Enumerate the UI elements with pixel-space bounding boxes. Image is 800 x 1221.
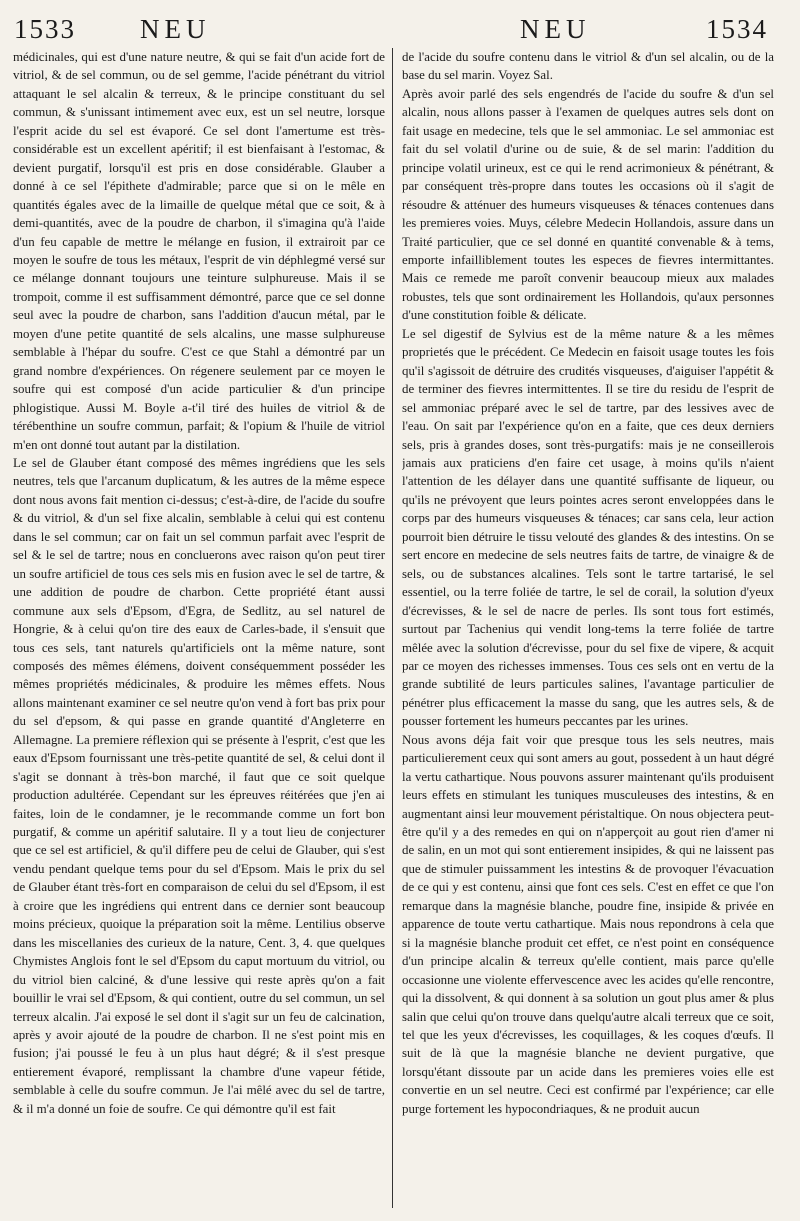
page-number-right: 1534	[706, 14, 768, 44]
page-number-left: 1533	[14, 14, 76, 44]
paragraph: Le sel digestif de Sylvius est de la même nature & a les mêmes proprietés que le précédent. Ce Medecin en faisoit usage toutes les fois qu'il s'agissoit de détruire des crudités visqueuses, d'aiguiser l'appétit & de terminer des fievres intermittentes. Il se tire du residu de l'esprit de sel ammoniac préparé avec le sel de tartre, par des lessives avec de l'eau. On sait par l'expérience qu'on en a faite, que ces deux derniers sels, pris à grandes doses, sont très-purgatifs: mais je ne conseillerois jamais aux praticiens d'en faire cet usage, à moins qu'ils n'aient l'attention de les délayer dans une quantité suffisante de liqueur, ou qu'ils ne prévoyent que leurs pointes acres seront enveloppées dans le corps par des humeurs visqueuses & ténaces; car sans cela, leur action pourroit bien détruire le tissu velouté des glandes & des intestins. On se sert encore en medecine de sels neutres faits de tartre, de vinaigre & de sels, ou de substances alcalines. Tels sont le tartre tartarisé, le sel essentiel, ou la terre foliée de tartre, le sel de corail, la solution d'yeux d'écrevisses, & le sel de nacre de perles. Ils sont tous fort estimés, surtout par Tachenius qui vendit long-tems la terre foliée de tartre mêlée avec la solution d'écrevisse, pour du sel fixe de vipere, & acquit par ce moyen des richesses immenses. Tous ces sels ont en vertu de la grande subtilité de leurs particules salines, l'avantage particulier de pénétrer plus efficacement la masse du sang, que les autres sels, & de pousser fortement les humeurs peccantes par les urines.	[402, 326, 774, 729]
catchword-left: NEU	[140, 14, 211, 44]
paragraph: Le sel de Glauber étant composé des mêmes ingrédiens que les sels neutres, tels que l'arcanum duplicatum, & les autres de la même espece dont nous avons fait mention ci-dessus; c'est-à-dire, de l'acide du soufre & du vitriol, & d'un sel fixe alcalin, semblable à celui qui est contenu dans le sel commun; car on fait un sel commun parfait avec l'esprit de sel & le sel de tartre; nous en concluerons avec raison qu'on peut tirer un soufre artificiel de tous ces sels mis en fusion avec le sel de tartre, & une addition de poudre de charbon. Cette propriété étant aussi commune aux sels d'Epsom, d'Egra, de Sedlitz, au sel naturel de Hongrie, & à celui qu'on tire des eaux de Carles-bade, il s'ensuit que tous ces sels, tant naturels qu'artificiels ont la même nature, sont composés des mêmes élémens, doivent conséquemment posséder les mêmes propriétés médicinales, & produire les mêmes effets. Nous allons maintenant examiner ce sel neutre qu'on vend à fort bas prix pour du sel d'epsom, & qui passe en grande quantité d'Angleterre en Allemagne. La premiere réflexion qui se présente à l'esprit, c'est que les eaux d'Epsom fournissant une très-petite quantité de sel, & celui dont il s'agit se donnant à très-bon marché, il faut que ce soit quelque production adultérée. Cependant sur les épreuves réitérées que j'en ai faites, loin de le condamner, je le recommande comme un fort bon purgatif, & comme un apéritif salutaire. Il y a tout lieu de conjecturer que ce sel est artificiel, & qu'il differe peu de celui de Glauber, qui s'est vendu pendant quelque tems pour du sel d'Epsom. Mais le prix du sel de Glauber étant très-fort en comparaison de celui du sel d'Epsom, il est à croire que les ingrédiens qui entrent dans ce dernier sont beaucoup moins précieux, quoique la préparation soit la même. Lentilius observe dans les miscellanies des curieux de la nature, Cent. 3, 4. que quelques Chymistes Anglois font le sel d'Epsom du caput mortuum du vitriol, ou du vitriol bien calciné, & d'une lessive qui reste après qu'on a fait bouillir le vrai sel d'Epsom, & qui contient, outre du sel commun, un sel terreux alcalin. J'ai exposé le sel dont il s'agit sur un feu de calcination, après y avoir ajouté de la poudre de charbon. Il ne s'est point mis en fusion; j'ai poussé le feu à un plus haut dégré; & il s'est presque entierement évaporé, remplissant la chambre d'une vapeur fétide, semblable à celle du soufre commun. Je l'ai mêlé avec du sel de tartre, & il m'a donné un foie de soufre. Ce qui démontre qu'il est fait	[13, 455, 385, 1116]
catchword-right: NEU	[520, 14, 591, 44]
paragraph: médicinales, qui est d'une nature neutre, & qui se fait d'un acide fort de vitriol, & de sel commun, ou de sel gemme, l'acide pénétrant du vitriol attaquant le sel alcalin & terreux, & le principe constituant du sel commun, & s'unissant intimement avec eux, est un sel neutre, lorsque l'esprit acide du sel est évaporé. Ce sel dont l'amertume est très-considérable est un excellent apéritif; il est bienfaisant à l'estomac, & devient purgatif, lorsqu'il est pris en dose considérable. Glauber a donné à ce sel l'épithete d'admirable; parce que si on le mêle en quantités égales avec de la limaille de quelque métal que ce soit, & à demi-quantités, avec de la poudre de charbon, il s'imagina qu'à l'aide d'un feu capable de mettre le mélange en fusion, il extrairoit par ce moyen le soufre de tous les métaux, l'esprit de vin déphlegmé versé sur ce mélange donnant toujours une teinture sulphureuse. Mais il se trompoit, comme il est suffisamment démontré, parce que ce sel donne seul avec la poudre de charbon, sans l'addition d'aucun métal, par le moyen d'une petite quantité de sels alcalins, une masse sulphureuse semblable à l'hépar du soufre. C'est ce que Stahl a démontré par un grand nombre d'expériences. On régenere seulement par ce moyen le soufre qui est composé d'un acide particulier & d'un principe phlogistique. Aussi M. Boyle a-t'il tiré des huiles de vitriol & de térébenthine un soufre commun, parfait; & l'opium & l'huile de vitriol m'en ont donné tout autant par la distilation.	[13, 50, 385, 452]
paragraph: de l'acide du soufre contenu dans le vitriol & d'un sel alcalin, ou de la base du sel marin. Voyez Sal.	[402, 50, 774, 83]
paragraph: Après avoir parlé des sels engendrés de l'acide du soufre & d'un sel alcalin, nous allons passer à l'examen de quelques autres sels dont on fait usage en medecine, tels que le sel ammoniac. Le sel ammoniac est fait du sel volatil d'urine ou de suie, & de sel marin: l'addition du principe volatil urineux, est ce qui le rend acrimonieux & pénétrant, & par conséquent très-propre dans toutes les occasions où il s'agit de résoudre & atténuer des humeurs visqueuses & ténaces contenues dans les premieres voies. Muys, célebre Medecin Hollandois, assure dans un Traité particulier, que ce sel donné en quantité convenable & à tems, emporte infailliblement toutes les especes de fievres intermittantes. Mais ce remede me paroît convenir beaucoup mieux aux malades robustes, tels que sont ordinairement les Hollandois, qu'aux personnes d'une constitution foible & délicate.	[402, 86, 774, 323]
running-header	[0, 8, 800, 48]
paragraph: Nous avons déja fait voir que presque tous les sels neutres, mais particulierement ceux qui sont amers au gout, possedent à un haut dégré la vertu cathartique. Nous pouvons assurer maintenant qu'ils produisent leurs effets en stimulant les tuniques musculeuses des intestins, & en augmentant ainsi leur mouvement péristaltique. On nous objectera peut-être qu'il y a des remedes en qui on n'apperçoit au gout rien d'amer ni de salin, en un mot qui sont entierement insipides, & qui ne laissent pas que de stimuler puissamment les intestins & de provoquer l'évacuation de ce qui y est contenu, ainsi que font ces sels. C'est en effet ce que l'on remarque dans la magnésie blanche, poudre fine, insipide & privée en apparence de toute vertu cathartique. Mais nous repondrons à cela que si la magnésie blanche produit cet effet, ce n'est point en conséquence d'un principe alcalin & terreux qu'elle contient, mais parce qu'elle occasionne une violente effervescence avec les acides qu'elle rencontre, qui la dissolvent, & qui donnent à sa solution un gout plus amer & plus salin que celui qu'on trouve dans quelqu'autre alcali terreux que ce soit, tel que les yeux d'écrevisses, les coquillages, & les coques d'œufs. Il suit de là que la magnésie blanche ne devient purgative, que lorsqu'étant dissoute par un acide dans les premieres voies elle est convertie en un sel neutre. Ceci est confirmé par l'expérience; car elle purge fortement les hypocondriaques, & ne produit aucun	[402, 732, 774, 1116]
left-column	[13, 48, 385, 1210]
right-column	[402, 48, 774, 1210]
column-divider	[392, 48, 393, 1208]
